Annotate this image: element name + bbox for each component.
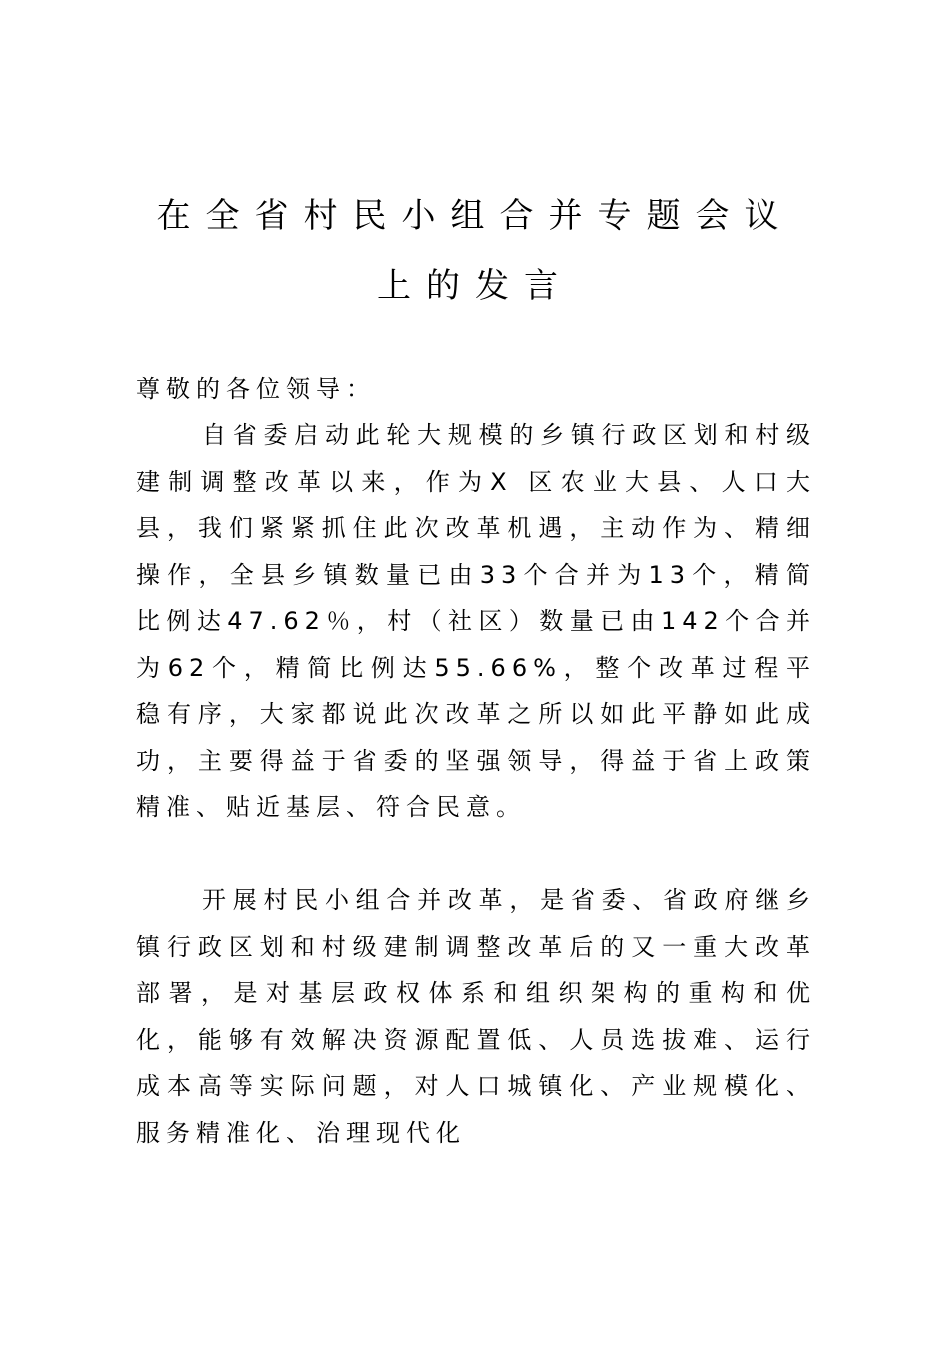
salutation: 尊敬的各位领导： bbox=[136, 375, 376, 403]
paragraph-2: 开展村民小组合并改革，是省委、省政府继乡镇行政区划和村级建制调整改革后的又一重大改革部署，是对基层政权体系和组织架构的重构和优化，能够有效解决资源配置低、人员选拔难、运行成本高等实际问题，对人口城镇化、产业规模化、服务精准化、治理现代化 bbox=[136, 886, 816, 1147]
document-title-line-2: 上的发言 bbox=[377, 266, 573, 306]
paragraph-1: 自省委启动此轮大规模的乡镇行政区划和村级建制调整改革以来，作为X 区农业大县、人口大县，我们紧紧抓住此次改革机遇，主动作为、精细操作，全县乡镇数量已由33个合并为13个，精简比例达47.62％，村（社区）数量已由142个合并为62个，精简比例达55.66%，整个改革过程平稳有序，大家都说此次改革之所以如此平静如此成功，主要得益于省委的坚强领导，得益于省上政策精准、贴近基层、符合民意。 bbox=[136, 421, 816, 821]
document-title-line-1: 在全省村民小组合并专题会议 bbox=[156, 196, 794, 236]
